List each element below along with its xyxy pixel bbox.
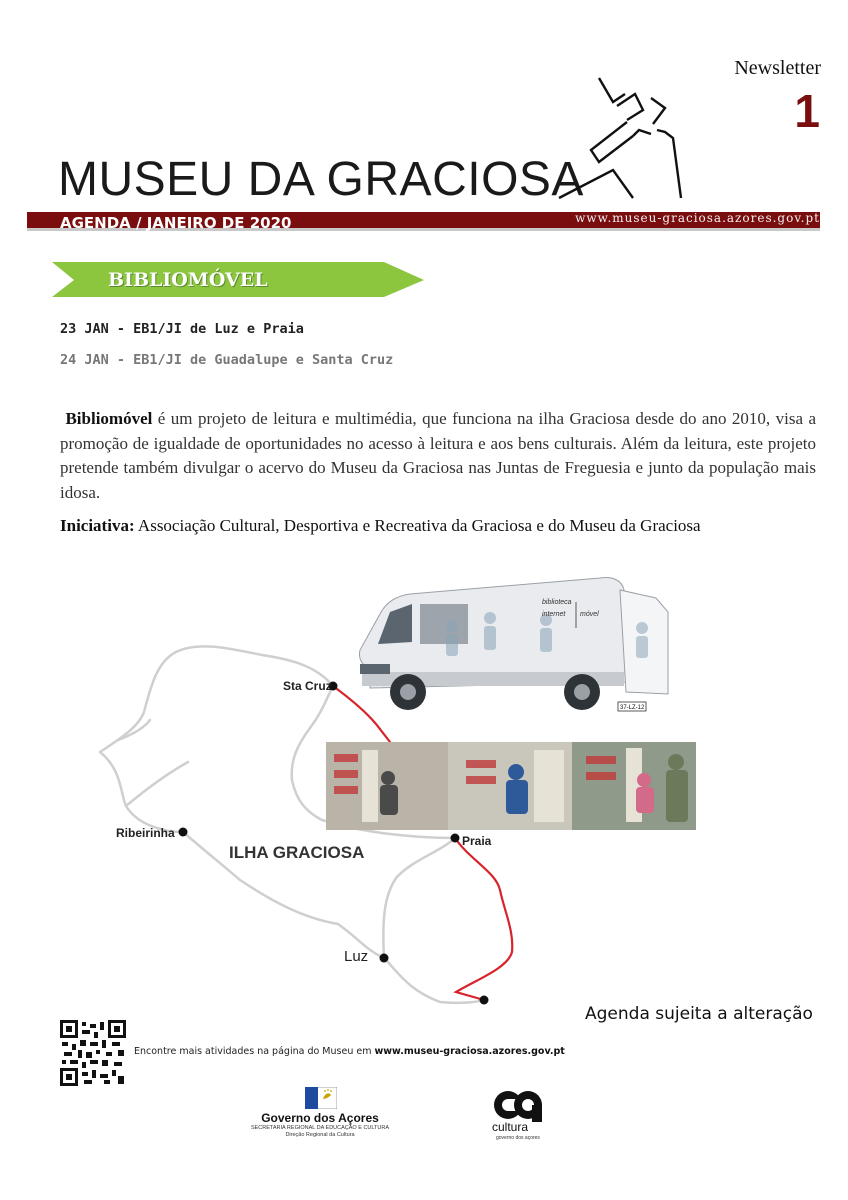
- map-pin: [451, 834, 460, 843]
- event-item: 24 JAN - EB1/JI de Guadalupe e Santa Cruz: [60, 352, 394, 368]
- cultura-name: cultura: [492, 1120, 529, 1134]
- description-paragraph: [60, 407, 816, 505]
- footer-more-info: [134, 1046, 565, 1057]
- government-secretariat: SECRETARIA REGIONAL DA EDUCAÇÃO E CULTURA: [250, 1125, 390, 1131]
- interior-photos: [326, 742, 696, 830]
- disclaimer: Agenda sujeita a alteração: [585, 1004, 813, 1024]
- newsletter-label: Newsletter: [734, 57, 821, 79]
- museum-title: MUSEU DA GRACIOSA: [58, 153, 584, 206]
- government-directorate: Direção Regional da Cultura: [285, 1132, 355, 1138]
- cultura-subtitle: governo dos açores: [496, 1135, 540, 1141]
- issue-number: 1: [794, 85, 820, 137]
- description-lead: Bibliomóvel: [65, 409, 153, 428]
- initiative-line: [60, 516, 701, 536]
- footer-website-link[interactable]: www.museu-graciosa.azores.gov.pt: [374, 1046, 565, 1057]
- azores-flag-icon: [305, 1087, 337, 1109]
- map-pin: [380, 954, 389, 963]
- agenda-title: AGENDA / JANEIRO DE 2020: [60, 214, 292, 232]
- government-department: [225, 1125, 415, 1139]
- government-name: Governo dos Açores: [261, 1111, 379, 1125]
- bibliomovel-van-image: [350, 572, 672, 720]
- qr-code-icon[interactable]: [60, 1020, 126, 1086]
- event-item: 23 JAN - EB1/JI de Luz e Praia: [60, 321, 304, 337]
- description-body: é um projeto de leitura e multimédia, que funciona na ilha Graciosa desde do ano 2010, visa a promoção de igualdade de oportunidades no acesso à leitura e aos bens culturais. Além da leitura, este projeto pretende também divulgar o acervo do Museu da Graciosa nas Juntas de Freguesia e junto da população mais idosa.: [60, 409, 817, 502]
- footer-more-text: Encontre mais atividades na página do Museu em: [134, 1046, 375, 1057]
- initiative-text: Associação Cultural, Desportiva e Recreativa da Graciosa e do Museu da Graciosa: [134, 516, 701, 535]
- map-label-sta-cruz: Sta Cruz: [283, 679, 332, 693]
- van-sign-line: internet: [542, 611, 566, 618]
- map-label-praia: Praia: [462, 834, 492, 848]
- windmill-logo-icon: [555, 72, 685, 202]
- island-name: ILHA GRACIOSA: [229, 843, 365, 862]
- van-sign-line: biblioteca: [542, 599, 572, 606]
- route-line: [455, 838, 512, 1000]
- cultura-logo-icon: [494, 1088, 542, 1122]
- van-plate: 37-LZ-12: [620, 705, 645, 711]
- van-sign-line: móvel: [580, 611, 599, 618]
- map-pin: [179, 828, 188, 837]
- section-title: BIBLIOMÓVEL: [108, 269, 268, 291]
- website-link[interactable]: www.museu-graciosa.azores.gov.pt: [575, 211, 820, 225]
- map-label-luz: Luz: [344, 948, 369, 965]
- initiative-label: Iniciativa:: [60, 516, 135, 535]
- island-inner-road: [383, 838, 455, 958]
- map-pin: [480, 996, 489, 1005]
- map-label-ribeirinha: Ribeirinha: [116, 826, 175, 840]
